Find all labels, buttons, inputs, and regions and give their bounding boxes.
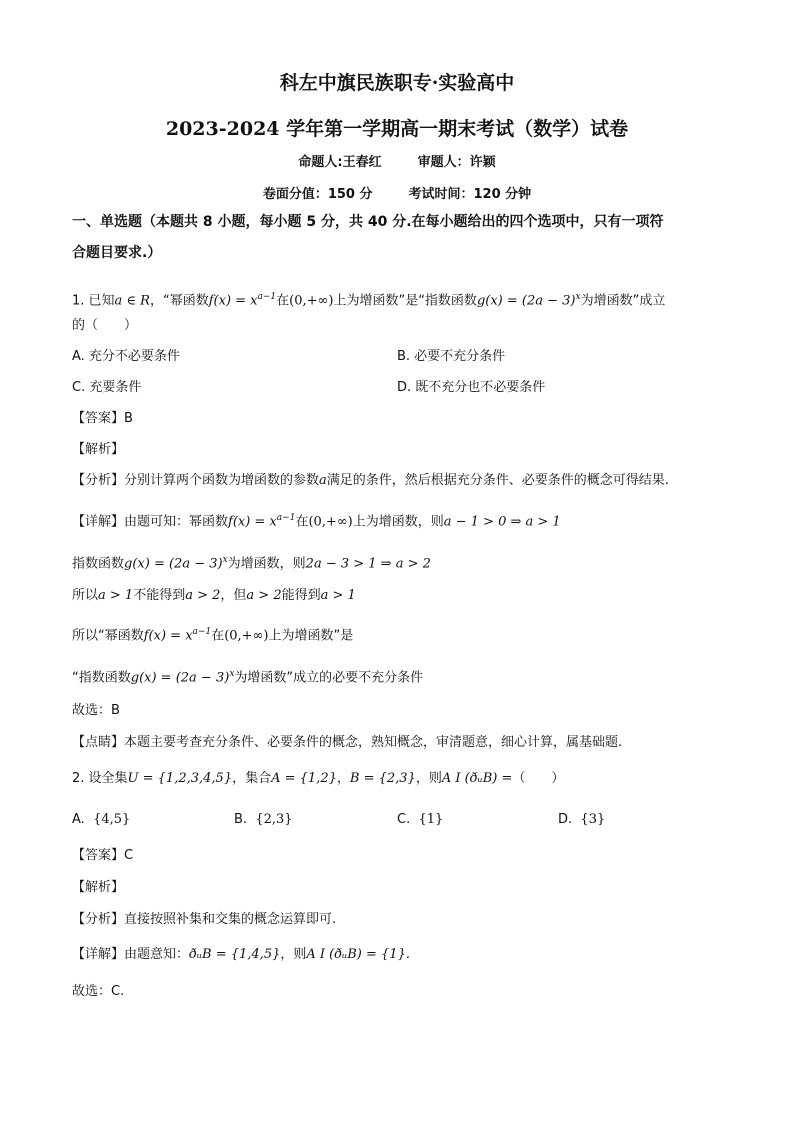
school-title: 科左中旗民族职专·实验高中 (279, 72, 515, 94)
q1-choose: 故选：B (72, 703, 120, 718)
reviewer: 审题人：许颖 (417, 155, 496, 170)
score-line (0, 183, 794, 202)
q1-comment: 【点睛】本题主要考查充分条件、必要条件的概念，熟知概念，审清题意，细心计算，属基础题. (72, 735, 623, 750)
setter: 命题人:王春红 (298, 155, 382, 170)
section-heading-cont: 合题目要求.） (72, 245, 162, 261)
q1-analysis: 【解析】 (72, 442, 125, 457)
q1-option-d: D. 既不充分也不必要条件 (397, 380, 546, 395)
q2-detail: 【详解】由题意知：ðᵤB = {1,4,5}，则A I (ðᵤB) = {1}. (72, 947, 410, 962)
setter-line (0, 151, 794, 170)
q2-choose: 故选：C. (72, 984, 125, 999)
q2-fenxi: 【分析】直接按照补集和交集的概念运算即可. (72, 912, 337, 927)
q1-detail-5: “指数函数$g(x) = (2a - 3)^x$为增函数”成立的必要不充分条件 (72, 669, 424, 686)
q2-option-c: C. {1} (397, 812, 444, 827)
q1-option-b: B. 必要不充分条件 (397, 349, 506, 364)
q2-option-d: D. {3} (558, 812, 606, 827)
q2-option-a: A. {4,5} (72, 812, 131, 827)
exam-title: 2023-2024 学年第一学期高一期末考试（数学）试卷 (165, 118, 629, 140)
q1-detail-2: 指数函数$g(x) = (2a - 3)^x$为增函数，则2a − 3 > 1 ⇒ a > 2 (72, 555, 431, 572)
q1-stem: 1. 已知a ∈ R，“幂函数$f(x) = x^{a-1}$在(0,+∞)上为增函数”是“指数函数$g(x) = (2a - 3)^x$为增函数”成立 (72, 292, 666, 309)
q1-detail-1: 【详解】由题可知：幂函数$f(x) = x^{a-1}$在(0,+∞)上为增函数，则a − 1 > 0 ⇒ a > 1 (72, 513, 561, 530)
q1-detail-4: 所以“幂函数$f(x) = x^{a-1}$在(0,+∞)上为增函数”是 (72, 627, 354, 644)
q1-detail-3: 所以a > 1不能得到a > 2，但a > 2能得到a > 1 (72, 588, 356, 603)
q2-answer: 【答案】C (72, 848, 134, 863)
q1-option-a: A. 充分不必要条件 (72, 349, 180, 364)
section-heading: 一、单选题（本题共 8 小题，每小题 5 分，共 40 分.在每小题给出的四个选项中，只有一项符 (72, 214, 664, 230)
q1-fenxi: 【分析】分别计算两个函数为增函数的参数a满足的条件，然后根据充分条件、必要条件的概念可得结果. (72, 473, 669, 488)
q2-option-b: B. {2,3} (234, 812, 293, 827)
q2-stem: 2. 设全集U = {1,2,3,4,5}，集合A = {1,2}，B = {2,3}，则A I (ðᵤB) =（ ） (72, 771, 565, 786)
q1-stem-cont: 的（ ） (72, 318, 138, 333)
score: 卷面分值：150 分 (262, 187, 373, 202)
q1-answer: 【答案】B (72, 411, 133, 426)
exam-time: 考试时间：120 分钟 (408, 187, 532, 202)
q2-analysis: 【解析】 (72, 880, 125, 895)
q1-option-c: C. 充要条件 (72, 380, 142, 395)
